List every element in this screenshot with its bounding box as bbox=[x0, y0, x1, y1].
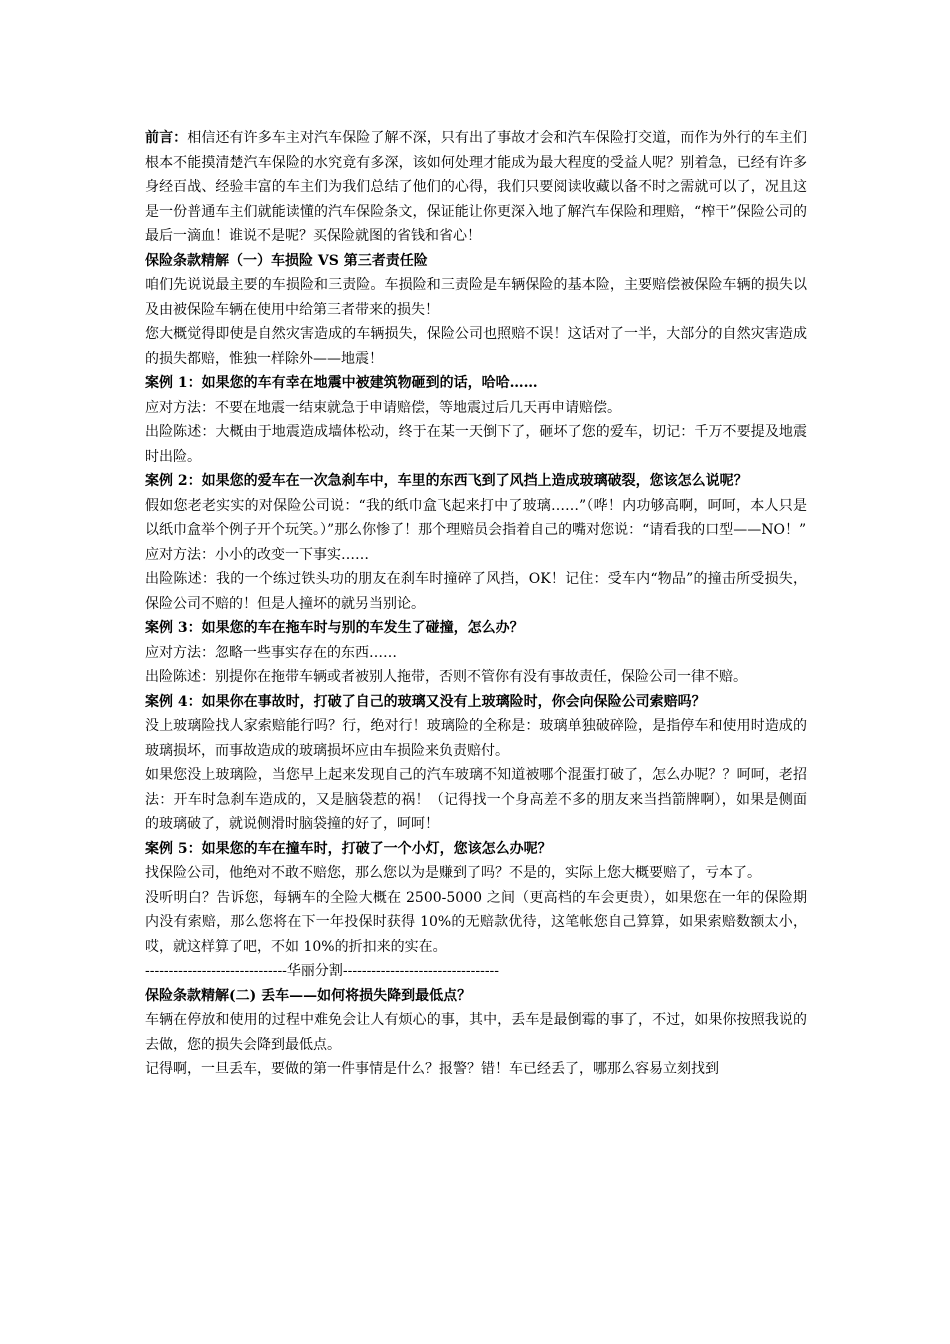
case3-title: 案例 3：如果您的车在拖车时与别的车发生了碰撞，怎么办？ bbox=[145, 620, 524, 636]
preface-paragraph bbox=[145, 126, 807, 249]
section2-intro: 车辆在停放和使用的过程中难免会让人有烦心的事，其中，丢车是最倒霉的事了，不过，如果你按照我说的去做，您的损失会降到最低点。 bbox=[145, 1012, 807, 1053]
case4-tip: 如果您没上玻璃险，当您早上起来发现自己的汽车玻璃不知道被哪个混蛋打破了，怎么办呢？？呵呵，老招法：开车时急刹车造成的，又是脑袋惹的祸！（记得找一个身高差不多的朋友来当挡箭牌啊），如果是侧面的玻璃破了，就说侧滑时脑袋撞的好了，呵呵！ bbox=[145, 767, 807, 832]
case4-title: 案例 4：如果你在事故时，打破了自己的玻璃又没有上玻璃险时，你会向保险公司索赔吗？ bbox=[145, 693, 706, 710]
section1-heading: 保险条款精解（一）车损险 VS 第三者责任险 bbox=[145, 252, 428, 269]
preface-label: 前言： bbox=[145, 130, 188, 146]
case2-story: 假如您老老实实的对保险公司说：“我的纸巾盒飞起来打中了玻璃……”（哗！内功够高啊，呵呵，本人只是以纸巾盒举个例子开个玩笑。）”那么你惨了！那个理赔员会指着自己的嘴对您说：“请看我的口型——NO！” bbox=[145, 497, 807, 538]
case5-explain: 没听明白？告诉您，每辆车的全险大概在 2500-5000 之间（更高档的车会更贵），如果您在一年的保险期内没有索赔，那么您将在下一年投保时获得 10%的无赔款优待，这笔帐您自己算算，如果索赔数额太小，哎，就这样算了吧，不如 10%的折扣来的实在。 bbox=[145, 889, 807, 955]
section1-intro-1: 咱们先说说最主要的车损险和三责险。车损险和三责险是车辆保险的基本险，主要赔偿被保险车辆的损失以及由被保险车辆在使用中给第三者带来的损失！ bbox=[145, 277, 807, 318]
case1-method: 应对方法：不要在地震一结束就急于申请赔偿，等地震过后几天再申请赔偿。 bbox=[145, 399, 621, 416]
document-page bbox=[145, 126, 807, 1082]
section2-heading: 保险条款精解(二) 丢车——如何将损失降到最低点？ bbox=[145, 987, 472, 1004]
section1-intro-2: 您大概觉得即使是自然灾害造成的车辆损失，保险公司也照赔不误！这话对了一半，大部分的自然灾害造成的损失都赔，惟独一样除外——地震！ bbox=[145, 326, 807, 367]
case4-answer: 没上玻璃险找人家索赔能行吗？行，绝对行！玻璃险的全称是：玻璃单独破碎险，是指停车和使用时造成的玻璃损坏，而事故造成的玻璃损坏应由车损险来负责赔付。 bbox=[145, 718, 807, 759]
case3-statement: 出险陈述：别提你在拖带车辆或者被别人拖带，否则不管你有没有事故责任，保险公司一律不赔。 bbox=[145, 669, 747, 685]
case5-title: 案例 5：如果您的车在撞车时，打破了一个小灯，您该怎么办呢？ bbox=[145, 840, 552, 857]
case2-method: 应对方法：小小的改变一下事实…… bbox=[145, 546, 369, 563]
case5-answer: 找保险公司，他绝对不敢不赔您，那么您以为是赚到了吗？不是的，实际上您大概要赔了，亏本了。 bbox=[145, 865, 761, 881]
case2-statement: 出险陈述：我的一个练过铁头功的朋友在刹车时撞碎了风挡，OK！记住：受车内“物品”的撞击所受损失，保险公司不赔的！但是人撞坏的就另当别论。 bbox=[145, 571, 807, 612]
section2-paragraph: 记得啊，一旦丢车，要做的第一件事情是什么？报警？错！车已经丢了，哪那么容易立刻找到 bbox=[145, 1061, 719, 1077]
case1-title: 案例 1：如果您的车有幸在地震中被建筑物砸到的话，哈哈…… bbox=[145, 375, 538, 391]
section-divider: ------------------------------华丽分割--------------------------------- bbox=[145, 963, 500, 979]
case3-method: 应对方法：忽略一些事实存在的东西…… bbox=[145, 644, 397, 661]
case2-title: 案例 2：如果您的爱车在一次急刹车中，车里的东西飞到了风挡上造成玻璃破裂，您该怎么说呢？ bbox=[145, 473, 748, 489]
preface-text: 相信还有许多车主对汽车保险了解不深，只有出了事故才会和汽车保险打交道，而作为外行的车主们根本不能摸清楚汽车保险的水究竟有多深，该如何处理才能成为最大程度的受益人呢？别着急，已经有许多身经百战、经验丰富的车主们为我们总结了他们的心得，我们只要阅读收藏以备不时之需就可以了，况且这是一份普通车主们就能读懂的汽车保险条文，保证能让你更深入地了解汽车保险和理赔，“榨干”保险公司的最后一滴血！谁说不是呢？买保险就图的省钱和省心！ bbox=[145, 130, 808, 244]
case1-statement: 出险陈述：大概由于地震造成墙体松动，终于在某一天倒下了，砸坏了您的爱车，切记：千万不要提及地震时出险。 bbox=[145, 424, 807, 465]
